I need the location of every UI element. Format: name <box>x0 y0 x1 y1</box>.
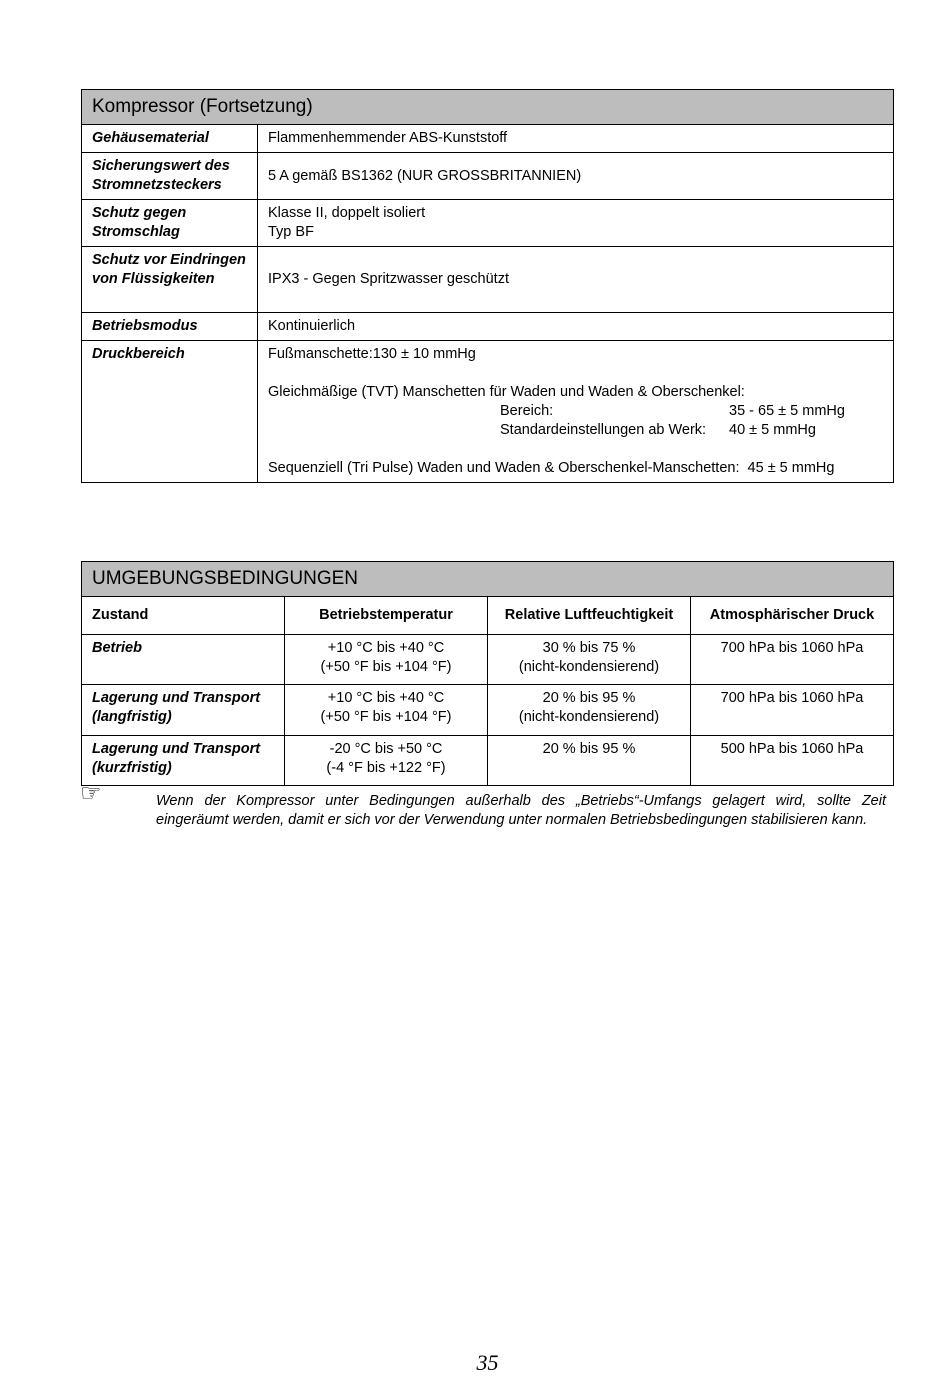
column-header: Atmosphärischer Druck <box>709 607 875 623</box>
humidity-range: 30 % bis 75 % <box>542 640 636 656</box>
row-value <box>258 200 893 246</box>
state-cell <box>82 635 285 684</box>
humidity-note: (nicht-kondensierend) <box>518 659 660 675</box>
table-header-row <box>82 597 893 635</box>
range-value: 35 - 65 ± 5 mmHg <box>729 403 845 419</box>
temp-celsius: +10 °C bis +40 °C <box>327 690 445 706</box>
uniform-cuff-label: Gleichmäßige (TVT) Manschetten für Waden und Waden & Oberschenkel: <box>268 384 745 400</box>
row-value: 5 A gemäß BS1362 (NUR GROSSBRITANNIEN) <box>268 167 582 184</box>
row-value: Kontinuierlich <box>268 318 356 334</box>
state-sublabel: (langfristig) <box>92 709 172 725</box>
state-label: Lagerung und Transport <box>92 741 261 757</box>
table-row <box>82 341 893 482</box>
sequential-cuff-pressure: Sequenziell (Tri Pulse) Waden und Waden & Oberschenkel-Manschetten: 45 ± 5 mmHg <box>268 460 835 476</box>
temperature-cell <box>285 685 488 735</box>
temp-celsius: +10 °C bis +40 °C <box>327 640 445 656</box>
table-row <box>82 736 893 785</box>
table-row <box>82 685 893 736</box>
temp-fahrenheit: (-4 °F bis +122 °F) <box>326 760 446 776</box>
value-line: Typ BF <box>268 224 314 240</box>
humidity-range: 20 % bis 95 % <box>542 741 636 757</box>
table-row <box>82 635 893 685</box>
humidity-cell <box>488 635 691 684</box>
humidity-range: 20 % bis 95 % <box>542 690 636 706</box>
state-sublabel: (kurzfristig) <box>92 760 172 776</box>
pressure-cell: 700 hPa bis 1060 hPa <box>720 690 864 706</box>
humidity-cell <box>488 736 691 785</box>
pressure-cell: 500 hPa bis 1060 hPa <box>720 741 864 757</box>
table-row <box>82 153 893 200</box>
row-value: IPX3 - Gegen Spritzwasser geschützt <box>268 271 509 287</box>
temp-celsius: -20 °C bis +50 °C <box>329 741 443 757</box>
environment-table <box>81 561 894 786</box>
compressor-table-title: Kompressor (Fortsetzung) <box>82 90 893 125</box>
temperature-cell <box>285 635 488 684</box>
storage-note: Wenn der Kompressor unter Bedingungen außerhalb des „Betriebs“-Umfangs gelagert wird, sollte Zeit eingeräumt werden, damit er sich vor der Verwendung unter normalen Betriebsbedingungen stabilisieren kann. <box>156 793 886 828</box>
row-value: Flammenhemmender ABS-Kunststoff <box>268 130 508 146</box>
row-label: Gehäusematerial <box>82 125 258 152</box>
pointing-hand-icon: ☞ <box>80 780 102 807</box>
column-header: Betriebstemperatur <box>285 597 488 634</box>
state-label: Betrieb <box>92 640 142 656</box>
column-header: Zustand <box>82 597 285 634</box>
table-row <box>82 247 893 313</box>
row-label: Betriebsmodus <box>82 313 258 340</box>
compressor-table <box>81 89 894 483</box>
column-header: Relative Luftfeuchtigkeit <box>488 597 691 634</box>
state-cell <box>82 736 285 785</box>
row-label: Schutz vor Eindringen von Flüssigkeiten <box>82 247 258 312</box>
temp-fahrenheit: (+50 °F bis +104 °F) <box>320 659 452 675</box>
environment-table-title: UMGEBUNGSBEDINGUNGEN <box>82 562 893 597</box>
value-line: Klasse II, doppelt isoliert <box>268 205 426 221</box>
foot-cuff-pressure: Fußmanschette:130 ± 10 mmHg <box>268 346 476 362</box>
humidity-note: (nicht-kondensierend) <box>518 709 660 725</box>
humidity-cell <box>488 685 691 735</box>
state-label: Lagerung und Transport <box>92 690 261 706</box>
row-label: Schutz gegen Stromschlag <box>82 200 258 246</box>
pressure-cell: 700 hPa bis 1060 hPa <box>720 640 864 656</box>
range-label: Bereich: <box>500 403 554 419</box>
row-label: Druckbereich <box>82 341 258 482</box>
default-label: Standardeinstellungen ab Werk: <box>500 422 707 438</box>
state-cell <box>82 685 285 735</box>
row-label: Sicherungswert des Stromnetzsteckers <box>82 153 258 199</box>
table-row <box>82 313 893 341</box>
page-number: 35 <box>476 1350 499 1375</box>
table-row <box>82 125 893 153</box>
temperature-cell <box>285 736 488 785</box>
temp-fahrenheit: (+50 °F bis +104 °F) <box>320 709 452 725</box>
row-value <box>258 341 893 482</box>
default-value: 40 ± 5 mmHg <box>729 422 816 438</box>
table-row <box>82 200 893 247</box>
